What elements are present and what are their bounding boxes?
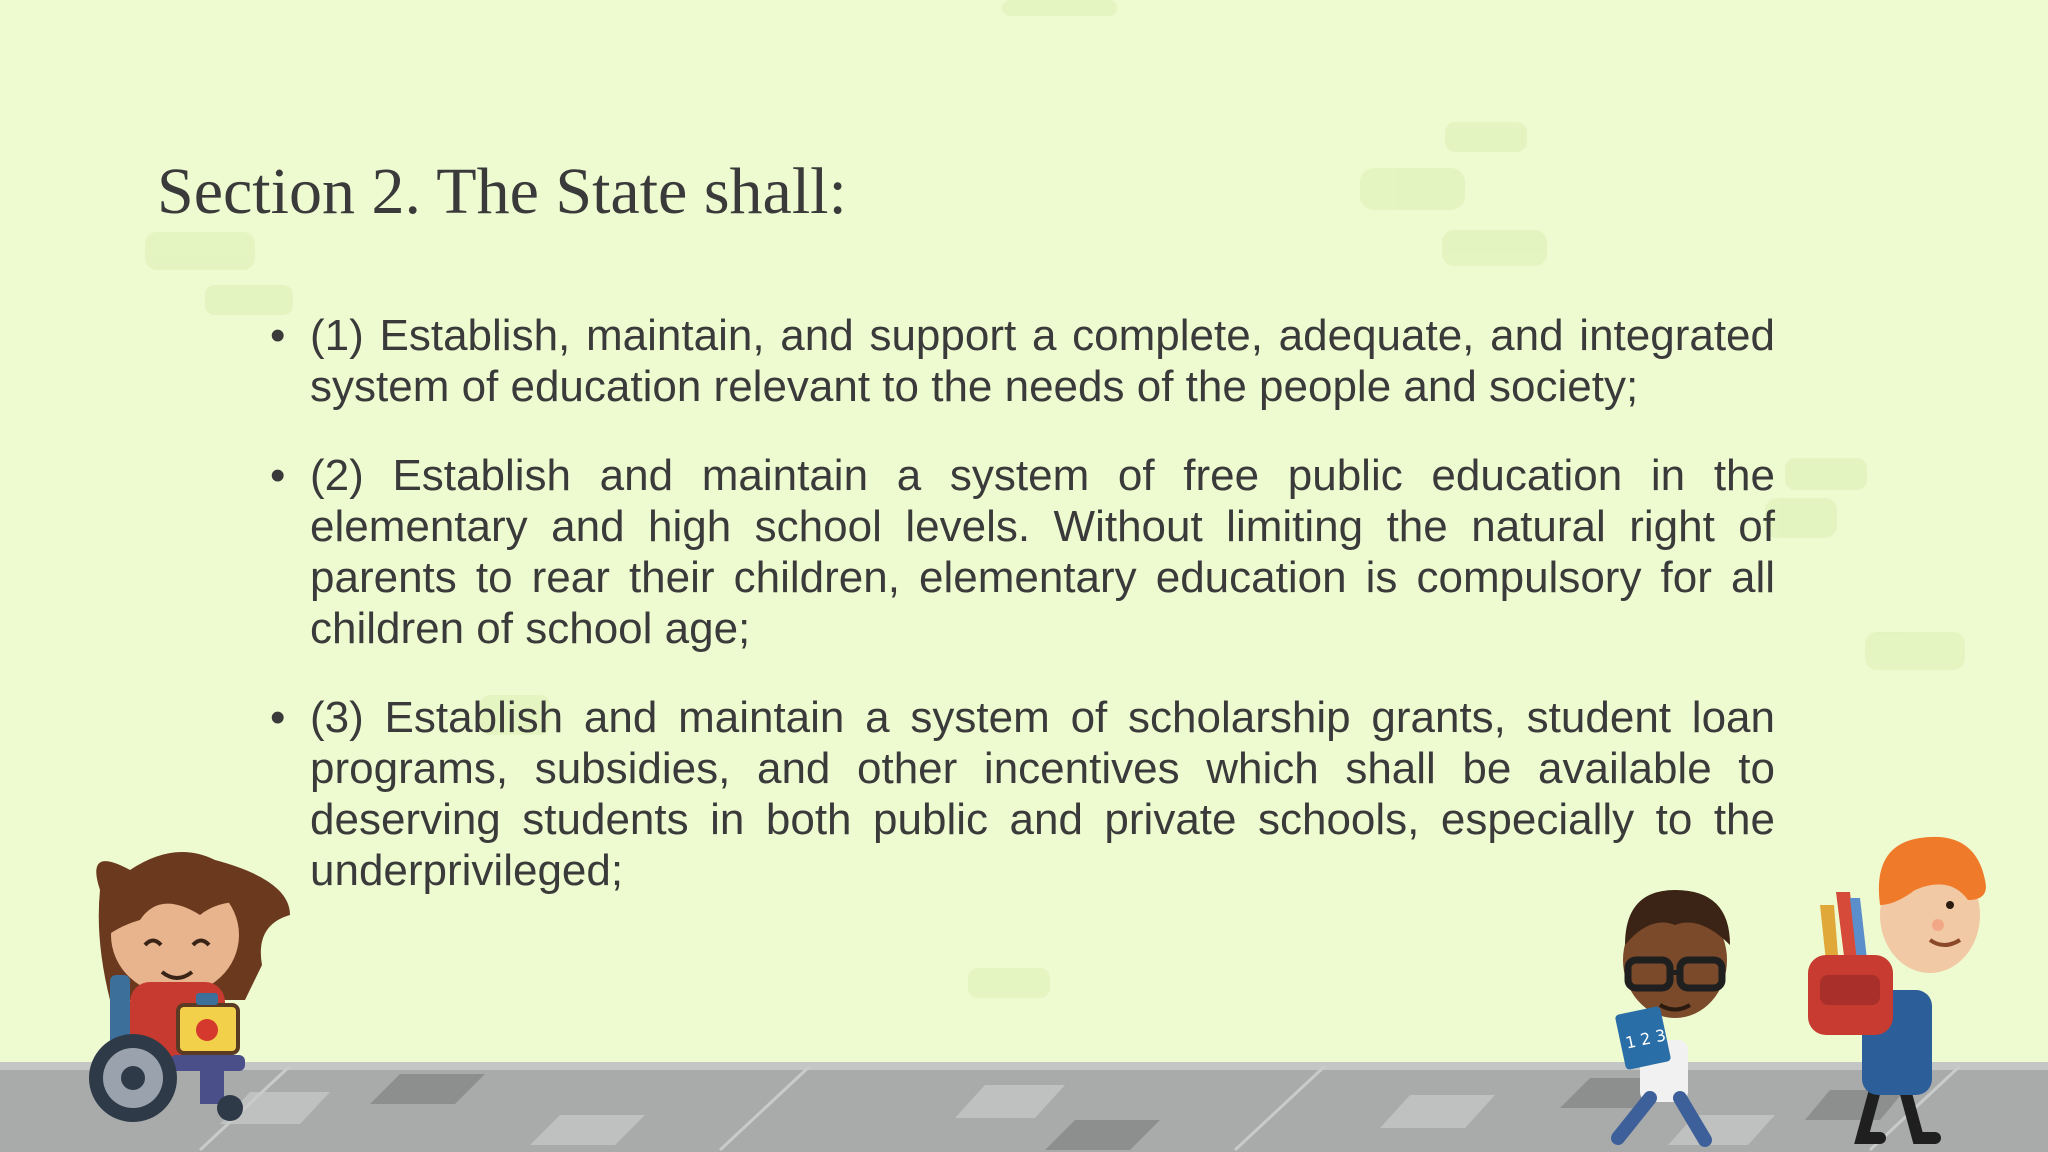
bullet-marker: •	[270, 451, 286, 500]
slide-title: Section 2. The State shall:	[157, 155, 847, 228]
road	[0, 1062, 2048, 1152]
bullet-item	[270, 310, 1775, 412]
bullet-item	[270, 450, 1775, 654]
svg-text:1 2 3: 1 2 3	[1623, 1025, 1668, 1053]
bullet-marker: •	[270, 693, 286, 742]
bullet-marker: •	[270, 311, 286, 360]
bullet-text: (1) Establish, maintain, and support a complete, adequate, and integrated system of education relevant to the needs of the people and society;	[310, 311, 1775, 411]
bullet-item	[270, 692, 1775, 896]
bullet-text: (2) Establish and maintain a system of free public education in the elementary and high school levels. Without limiting the natural right of parents to rear their children, elementary education is compulsory for all children of school age;	[310, 451, 1775, 653]
bullet-list	[270, 310, 1775, 934]
bullet-text: (3) Establish and maintain a system of scholarship grants, student loan programs, subsidies, and other incentives which shall be available to deserving students in both public and private schools, especially to the underprivileged;	[310, 693, 1775, 895]
